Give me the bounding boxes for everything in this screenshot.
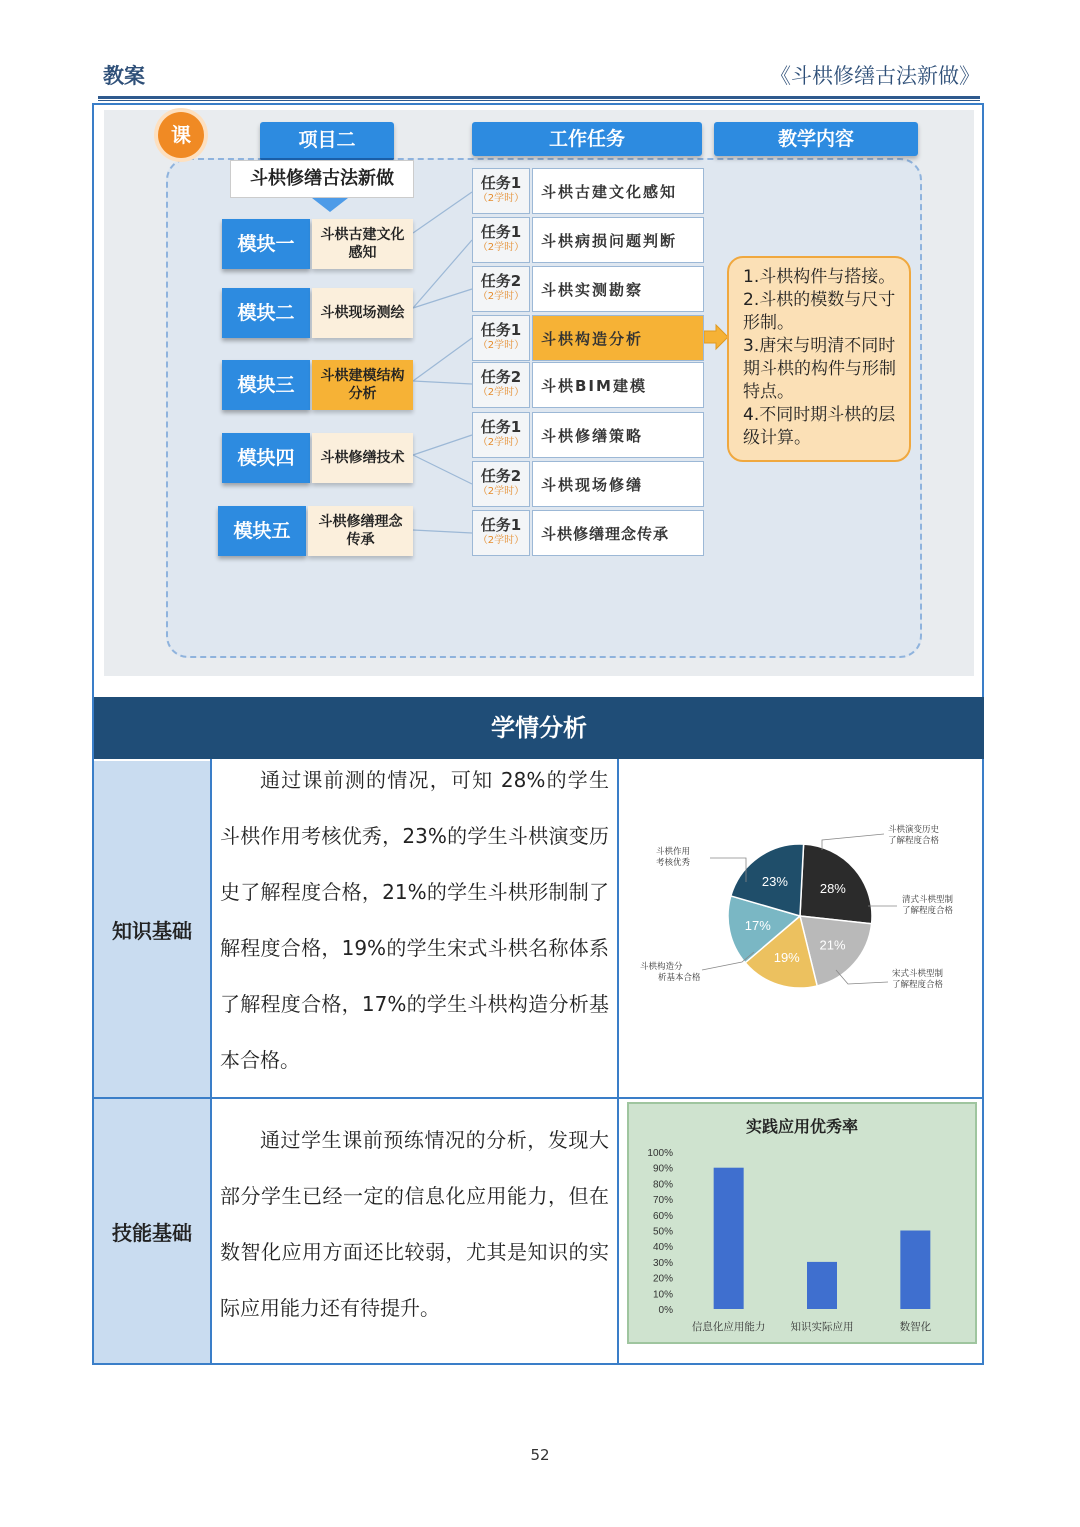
pie-callout-label: 考核优秀: [656, 857, 691, 867]
knowledge-label: 知识基础: [94, 761, 210, 1097]
task-6-id: [472, 412, 530, 458]
task-id-text: 任务1: [480, 418, 522, 436]
y-tick-label: 60%: [652, 1210, 673, 1222]
task-2-name: 斗栱病损问题判断: [532, 217, 704, 263]
section-title: 学情分析: [94, 697, 984, 759]
module-3-desc: 斗栱建模结构分析: [312, 360, 413, 410]
pie-callout-label: 了解程度合格: [902, 905, 954, 915]
bar: [900, 1231, 930, 1310]
knowledge-pie-chart: [622, 762, 982, 1096]
work-tasks-header: 工作任务: [472, 122, 702, 156]
task-hours: （2学时）: [477, 535, 525, 546]
task-hours: （2学时）: [477, 437, 525, 448]
module-5-desc: 斗栱修缮理念传承: [308, 506, 413, 556]
bar: [807, 1262, 837, 1309]
task-4-id: [472, 315, 530, 361]
task-3-id: [472, 266, 530, 312]
table-divider: [617, 759, 619, 1365]
y-tick-label: 30%: [652, 1257, 673, 1269]
y-tick-label: 100%: [647, 1148, 673, 1159]
content-line: 4.不同时期斗栱的层级计算。: [743, 405, 896, 448]
task-hours: （2学时）: [477, 291, 525, 302]
pie-data-label: 23%: [761, 873, 788, 889]
task-1-name: 斗栱古建文化感知: [532, 168, 704, 214]
chart-title: 实践应用优秀率: [745, 1119, 859, 1136]
task-id-text: 任务2: [480, 368, 522, 386]
task-id-text: 任务2: [480, 272, 522, 290]
content-line: 3.唐宋与明清不同时期斗栱的构件与形制特点。: [743, 336, 896, 402]
y-tick-label: 70%: [652, 1195, 673, 1207]
lesson-badge: 课: [158, 112, 204, 158]
task-id-text: 任务1: [480, 516, 522, 534]
knowledge-text: 通过课前测的情况，可知 28%的学生斗栱作用考核优秀，23%的学生斗栱演变历史了解程度合格，21%的学生斗栱形制制了解程度合格，19%的学生宋式斗栱名称体系了解程度合格，17%的学生斗栱构造分析基本合格。: [220, 768, 609, 1072]
content-line: 2.斗栱的模数与尺寸形制。: [743, 290, 896, 333]
task-4-name: 斗栱构造分析: [532, 315, 704, 361]
module-2-desc: 斗栱现场测绘: [312, 288, 413, 338]
task-6-name: 斗栱修缮策略: [532, 412, 704, 458]
pie-data-label: 21%: [819, 937, 846, 953]
task-hours: （2学时）: [477, 340, 525, 351]
teaching-content-box: [727, 256, 911, 462]
skill-text: 通过学生课前预练情况的分析，发现大部分学生已经一定的信息化应用能力，但在数智化应用方面还比较弱，尤其是知识的实际应用能力还有待提升。: [220, 1128, 609, 1320]
teaching-content-header: 教学内容: [714, 122, 918, 156]
module-1-label: 模块一: [222, 219, 310, 269]
task-id-text: 任务1: [480, 321, 522, 339]
task-5-name: 斗栱BIM建模: [532, 362, 704, 408]
module-5-label: 模块五: [218, 506, 306, 556]
header-course-title: 《斗栱修缮古法新做》: [770, 64, 980, 88]
y-tick-label: 80%: [652, 1179, 673, 1191]
module-4-desc: 斗栱修缮技术: [312, 433, 413, 483]
table-divider: [210, 759, 212, 1365]
pie-data-label: 17%: [744, 918, 771, 934]
task-id-text: 任务1: [480, 174, 522, 192]
task-id-text: 任务2: [480, 467, 522, 485]
module-3-label: 模块三: [222, 360, 310, 410]
pie-callout-label: 了解程度合格: [888, 835, 940, 845]
y-tick-label: 50%: [652, 1226, 673, 1238]
project-label: 项目二: [260, 122, 394, 161]
pie-callout-label: 析基本合格: [658, 972, 701, 982]
task-2-id: [472, 217, 530, 263]
task-7-name: 斗栱现场修缮: [532, 461, 704, 507]
task-hours: （2学时）: [477, 486, 525, 497]
module-1-desc: 斗栱古建文化感知: [312, 219, 413, 269]
project-title: 斗栱修缮古法新做: [230, 160, 414, 198]
task-7-id: [472, 461, 530, 507]
pie-data-label: 28%: [819, 880, 846, 896]
pie-callout-label: 清式斗栱型制: [902, 894, 954, 904]
task-8-id: [472, 510, 530, 556]
module-2-label: 模块二: [222, 288, 310, 338]
table-divider: [94, 1097, 984, 1099]
bar: [714, 1168, 744, 1309]
pie-data-label: 19%: [773, 950, 800, 966]
x-tick-label: 知识实际应用: [790, 1321, 854, 1333]
pie-callout-label: 斗栱作用: [656, 846, 691, 856]
y-tick-label: 0%: [658, 1305, 673, 1316]
y-tick-label: 10%: [652, 1289, 673, 1301]
pie-callout-label: 宋式斗栱型制: [892, 968, 944, 978]
header-doc-type: 教案: [103, 64, 145, 88]
task-5-id: [472, 362, 530, 408]
y-tick-label: 20%: [652, 1273, 673, 1285]
module-4-label: 模块四: [222, 433, 310, 483]
pie-callout-label: 斗栱构造分: [640, 961, 683, 971]
x-tick-label: 数智化: [899, 1321, 932, 1333]
content-line: 1.斗栱构件与搭接。: [743, 267, 896, 287]
practice-bar-chart: [627, 1102, 977, 1344]
task-id-text: 任务1: [480, 223, 522, 241]
skill-label: 技能基础: [94, 1099, 210, 1363]
y-tick-label: 40%: [652, 1242, 673, 1254]
task-hours: （2学时）: [477, 387, 525, 398]
pie-callout-line: [822, 834, 884, 850]
task-hours: （2学时）: [477, 242, 525, 253]
task-3-name: 斗栱实测勘察: [532, 266, 704, 312]
pie-callout-label: 斗栱演变历史: [888, 824, 940, 834]
pie-callout-label: 了解程度合格: [892, 979, 944, 989]
arrow-right-icon: [704, 325, 728, 349]
page-number: 52: [530, 1446, 550, 1464]
task-8-name: 斗栱修缮理念传承: [532, 510, 704, 556]
task-1-id: [472, 168, 530, 214]
x-tick-label: 信息化应用能力: [691, 1321, 766, 1333]
y-tick-label: 90%: [652, 1163, 673, 1175]
task-hours: （2学时）: [477, 193, 525, 204]
